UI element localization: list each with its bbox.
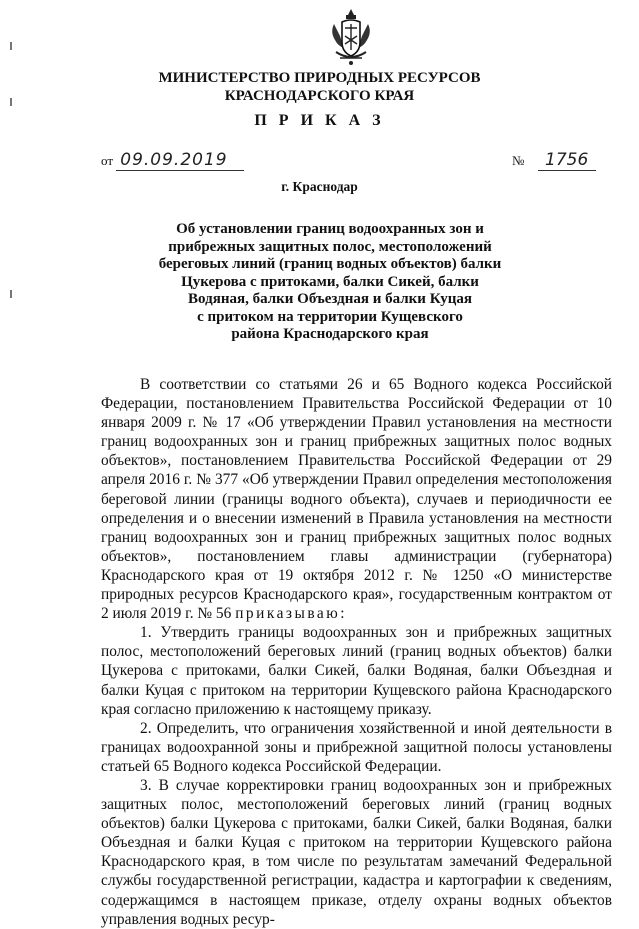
document-title	[150, 221, 510, 344]
paragraph-item-3: 3. В случае корректировки границ водоохранных зон и прибрежных защитных полос, местоположений береговых линий (границ водных объектов) балки Цукерова с притоками, балки Сикей, балки Водяная, балки Объездная и балки Куцая с притоком на территории Кущевского района Краснодарского края, в том числе по результатам замечаний Федеральной службы государственной регистрации, кадастра и картографии к сведениям, содержащимся в настоящем приказе, отделу охраны водных объектов управления водных ресур-	[101, 776, 612, 928]
paragraph-preamble	[101, 375, 612, 623]
number-prefix: №	[512, 153, 525, 168]
preamble-text: В соответствии со статьями 26 и 65 Водного кодекса Российской Федерации, постановлением Правительства Российской Федерации от 10 января 2009 г. № 17 «Об утверждении Правил установления на местности границ водоохранных зон и границ прибрежных защитных полос водных объектов», постановлением Правительства Российской Федерации от 29 апреля 2016 г. № 377 «Об утверждении Правил определения местоположения береговой линии (границы водного объекта), случаев и периодичности ее определения и о внесении изменений в Правила установления на местности границ водоохранных зон и границ прибрежных защитных полос водных объектов», постановлением главы администрации (губернатора) Краснодарского края от 19 октября 2012 г. № 1250 «О министерстве природных ресурсов Краснодарского края», государственным контрактом от 2 июля 2019 г. № 56	[101, 376, 612, 623]
title-line: прибрежных защитных полос, местоположений	[168, 238, 492, 255]
ministry-name-line2: КРАСНОДАРСКОГО КРАЯ	[224, 88, 415, 104]
coat-of-arms-emblem	[326, 6, 376, 68]
binding-mark	[10, 290, 12, 298]
title-line: Об установлении границ водоохранных зон и	[176, 221, 484, 237]
paragraph-item-1: 1. Утвердить границы водоохранных зон и прибрежных защитных полос, местоположений береговых линий (границ водных объектов) балки Цукерова с притоками, балки Сикей, балки Водяная, балки Объездная и балки Куцая с притоком на территории Кущевского района Краснодарского края согласно приложению к настоящему приказу.	[101, 624, 612, 718]
title-line: береговых линий (границ водных объектов) балки	[158, 256, 502, 272]
title-line: Водяная, балки Объездная и балки Куцая	[188, 291, 472, 307]
title-line: района Краснодарского края	[231, 326, 429, 342]
date-prefix: от	[101, 153, 114, 168]
order-number	[512, 150, 596, 171]
handwritten-date: 09.09.2019	[116, 150, 244, 171]
title-line: с притоком на территории Кущевского	[197, 308, 463, 325]
city-name: г. Краснодар	[281, 179, 358, 194]
ministry-name-line1: МИНИСТЕРСТВО ПРИРОДНЫХ РЕСУРСОВ	[158, 70, 481, 86]
document-type: П Р И К А З	[254, 112, 385, 129]
order-word: приказываю:	[235, 605, 348, 623]
order-date	[101, 150, 244, 171]
title-line: Цукерова с притоками, балки Сикей, балки	[181, 273, 479, 290]
binding-mark	[10, 42, 12, 50]
document-body	[101, 375, 612, 929]
paragraph-item-2: 2. Определить, что ограничения хозяйственной и иной деятельности в границах водоохранной зоны и прибрежной защитной полосы установлены статьей 65 Водного кодекса Российской Федерации.	[101, 719, 612, 775]
handwritten-number: 1756	[538, 150, 596, 171]
